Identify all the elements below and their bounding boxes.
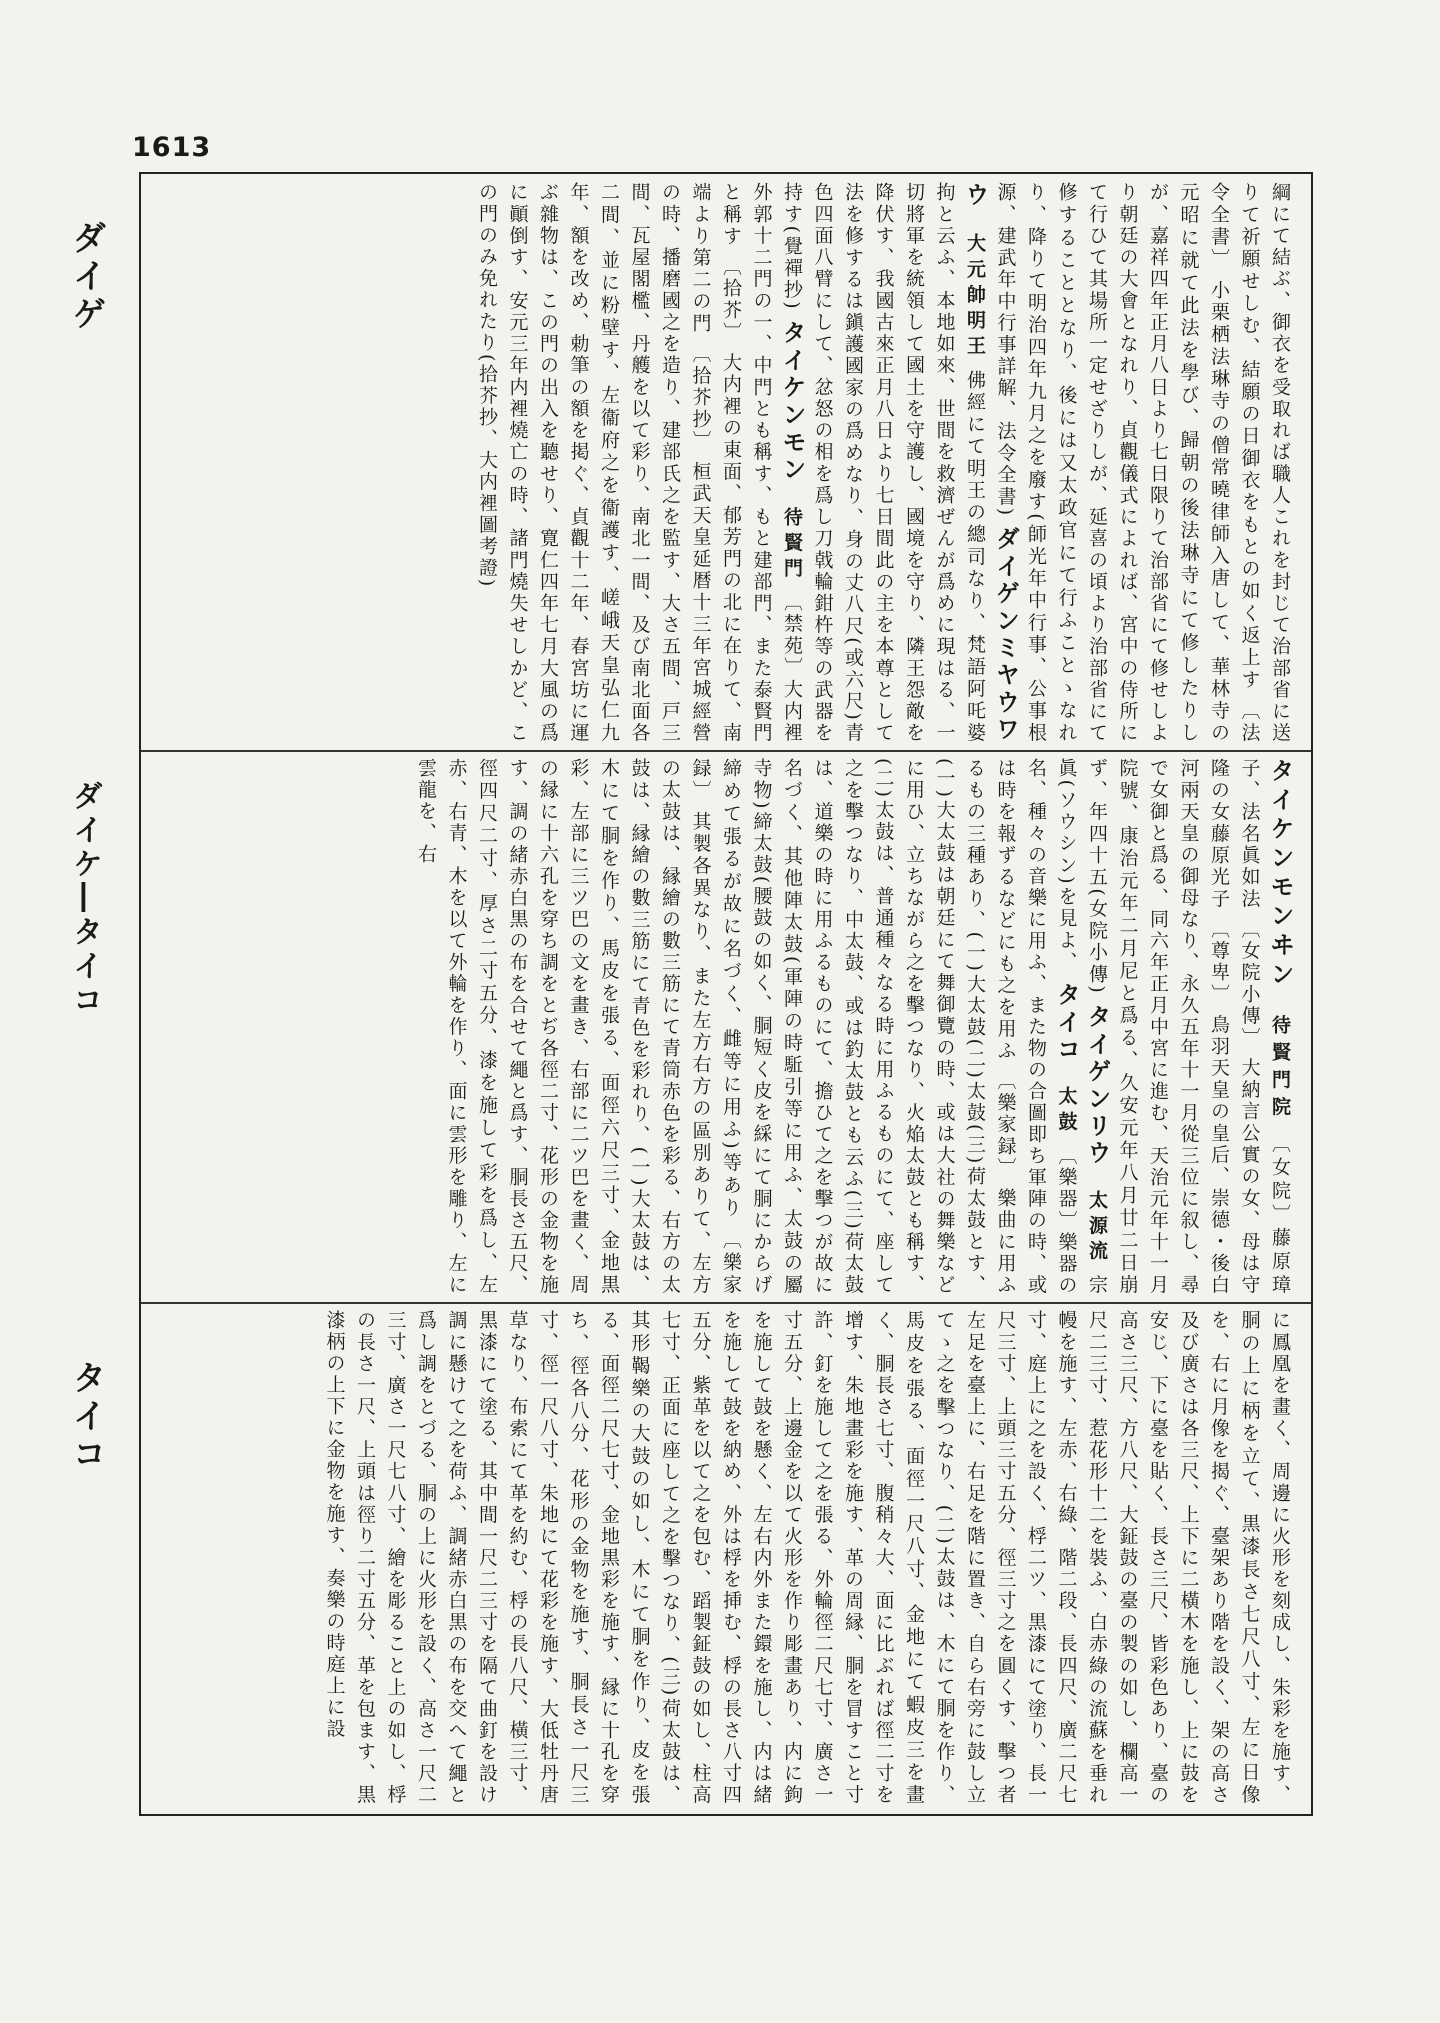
entry-kanji: 待賢門院 [1269, 1014, 1291, 1123]
entry-taikenmon [476, 182, 806, 744]
thumb-index-middle: ダイケ―タイコ [67, 780, 102, 1018]
text-frame [139, 172, 1313, 1816]
entry-continuation-text: に鳳凰を畫く、周邊に火形を刻成し、朱彩を施す、胴の上に柄を立て、黒漆長さ七尺八寸、左に日像を、右に月像を揭ぐ、臺架あり階を設く、架の高さ及び廣さは各三尺、上下に二橫木を施し、上に鼓を安じ、下に臺を貼く、長さ三尺、皆彩色あり、臺の高さ三尺、方八尺、大鉦鼓の臺の製の如し、欄高一尺二三寸、惹花形十二を裝ふ、白赤綠の流蘇を垂れ幔を施す、左赤、右綠、階二段、長四尺、廣二尺七寸、庭上に之を設く、桴二ツ、黒漆にて塗り、長一尺三寸、上頭三寸五分、徑三寸之を圓くす、擊つ者左足を臺上に、右足を階に置き、自ら右旁に鼓し立てゝ之を擊つなり、(二)太鼓は、木にて胴を作り、馬皮を張る、面徑一尺八寸、金地にて蝦皮三を畫く、胴長さ七寸、腹稍々大、面に比ぶれば徑二寸を增す、朱地畫彩を施す、革の周縁、胴を冒すこと寸許、釘を施して之を張る、外輪徑二尺七寸、廣さ一寸五分、上邊金を以て火形を作り彫畫あり、内に鉤を施して鼓を懸く、左右内外また鐶を施し、内は緒を施して鼓を納め、外は桴を挿む、桴の長さ八寸四五分、紫革を以て之を包む、蹈製鉦鼓の如し、柱高七寸、正面に座して之を擊つなり、(三)荷太鼓は、其形鞨樂の大鼓の如し、木にて胴を作り、皮を張る、面徑二尺七寸、金地黒彩を施す、縁に十孔を穿ち、徑各八分、花形の金物を施す、胴長さ一尺三寸、徑一尺八寸、朱地にて花彩を施す、大低牡丹唐草なり、布索にて革を約む、桴の長八尺、橫三寸、黒漆にて塗る、其中間一尺二三寸を隔て曲釘を設け調に懸けて之を荷ふ、調緒赤白黒の布を交へて繩と爲し調をとづる、胴の上に火形を設く、高さ一尺二三寸、廣さ一尺七八寸、繪を彫ること上の如し、桴の長さ一尺、上頭は徑り二寸五分、革を包ます、黒漆柄の上下に金物を施す、奏樂の時庭上に設 [323, 1310, 1291, 1806]
entry-body: 〔女院〕藤原璋子、法名眞如法 〔女院小傳〕 大納言公實の女、母は守隆の女藤原光子 〔尊卑〕 鳥羽天皇の皇后、崇德・後白河兩天皇の御母なり、永久五年十一月從三位に叙し、尋で女御と爲る、同六年正月中宮に進む、天治元年十一月院號、康治元年二月尼と爲る、久安元年八月廿二日崩ず、年四十五(女院小傳) [1086, 758, 1291, 1296]
section-divider [141, 1302, 1311, 1304]
entry-heading: タイコ [1052, 981, 1081, 1064]
section-divider [141, 750, 1311, 752]
panel-bottom [155, 1310, 1295, 1806]
entry-continuation-text: 綱にて結ぶ、御衣を受取れば職人これを封じて治部省に送りて祈願せしむ、結願の日御衣をもとの如く返上す 〔法令全書〕 小栗栖法琳寺の僧常曉律師入唐して、華林寺の元昭に就て此法を學び、歸朝の後法琳寺にて修したりしが、嘉祥四年正月八日より七日限りて治部省にて修せしより朝廷の大會となれり、貞觀儀式によれば、宮中の侍所にて行ひて其場所一定せざりしが、延喜の頃より治部省にて修することとなり、後には又太政官にて行ふことゝなれり、降りて明治四年九月之を廢す(師光年中行事、公事根源、建武年中行事詳解、法令全書) [994, 182, 1291, 744]
entry-body: 〔樂器〕樂器の名、種々の音樂に用ふ、また物の合圖即ち軍陣の時、或は時を報ずるなどにも之を用ふ 〔樂家録〕 樂曲に用ふるもの三種あり、(一)大太鼓(二)太鼓(三)荷太鼓とす、(一)大太鼓は朝廷にて舞御覽の時、或は大社の舞樂などに用ひ、立ちながら之を擊つなり、火焔太鼓とも稱す、(二)太鼓は、普通種々なる時に用ふるものにて、座して之を擊つなり、中太鼓、或は釣太鼓とも云ふ(三)荷太鼓は、道樂の時に用ふるものにて、擔ひて之を擊つが故に名づく、其他陣太鼓(軍陣の時駈引等に用ふ、太鼓の屬寺物)締太鼓(腰鼓の如く、胴短く皮を綵にて胴にからげ締めて張るが故に名づく、雌等に用ふ)等あり 〔樂家録〕 其製各異なり、また左方右方の區別ありて、左方の太鼓は、縁繪の數三筋にて青筒赤色を彩る、右方の太鼓は、縁繪の數三筋にて青色を彩れり、(一)大太鼓は、木にて胴を作り、馬皮を張る、面徑六尺三寸、金地黒彩、左部に三ツ巴の文を畫き、右部に二ツ巴を畫く、周の縁に十六孔を穿ち調をとぢ各徑二寸、花形の金物を施す、調の緒赤白黒の布を合せて繩と爲す、胴長さ五尺、徑四尺二寸、厚さ二寸五分、漆を施して彩を爲し、左赤、右青、木を以て外輪を作り、面に雲形を雕り、左に雲龍を、右 [415, 758, 1078, 1296]
thumb-index-bottom: タイコ [66, 1360, 106, 1474]
panel-top [155, 182, 1295, 744]
entry-kanji: 大元帥明王 [964, 232, 986, 361]
entry-body: 佛經にて明王の總司なり、梵語阿吒婆拘と云ふ、本地如來、世間を救濟ぜんが爲めに現はる、一切將軍を統領して國土を守護し、國境を守り、隣王怨敵を降伏す、我國古來正月八日より七日間此の主を本尊として法を修するは鎭護國家の爲めなり、身の丈八尺(或六尺)青色四面八臂にして、忿怒の相を爲し刀戟輪鉗杵等の武器を持す(覺禪抄) [781, 182, 986, 744]
entry-heading: タイゲンリウ [1083, 1004, 1111, 1168]
entry-heading: ダイゲンミヤウワウ [961, 182, 1020, 744]
panel-middle [155, 758, 1295, 1296]
entry-kanji: 太源流 [1086, 1190, 1108, 1266]
entry-kanji: 待賢門 [781, 506, 803, 583]
entry-taiko [415, 758, 1081, 1296]
entry-heading: タイケンモンヰン [1266, 758, 1294, 991]
entry-body: 宗眞(ソウシン)を見よ、 [1055, 758, 1108, 1296]
entry-taikenmonin [1086, 758, 1294, 1296]
entry-heading: タイケンモン [778, 320, 806, 484]
entry-kanji: 太鼓 [1055, 1085, 1078, 1136]
thumb-index-top: ダイゲ [66, 220, 106, 334]
page-number: 1613 [132, 132, 212, 163]
entry-daigen-myoo [781, 182, 1020, 744]
entry-body: 〔禁苑〕大内裡外郭十二門の一、中門とも稱す、もと建部門、また泰賢門と稱す 〔拾芥〕 大内裡の東面、郁芳門の北に在りて、南端より第二の門 〔拾芥抄〕 桓武天皇延暦十三年宮城經營の時、播磨國之を造り、建部氏之を監す、大さ五間、戸三間、瓦屋閣檻、丹艧を以て彩り、南北一間、及び南北面各二間、並に粉壁す、左衞府之を衞護す、嵯峨天皇弘仁九年、額を改め、勅筆の額を掲ぐ、貞觀十二年、春宮坊に運ぶ雜物は、この門の出入を聽せり、寛仁四年七月大風の爲に顚倒す、安元三年内裡燒亡の時、諸門燒失せしかど、この門のみ免れたり(拾芥抄、大内裡圖考證) [476, 182, 803, 744]
